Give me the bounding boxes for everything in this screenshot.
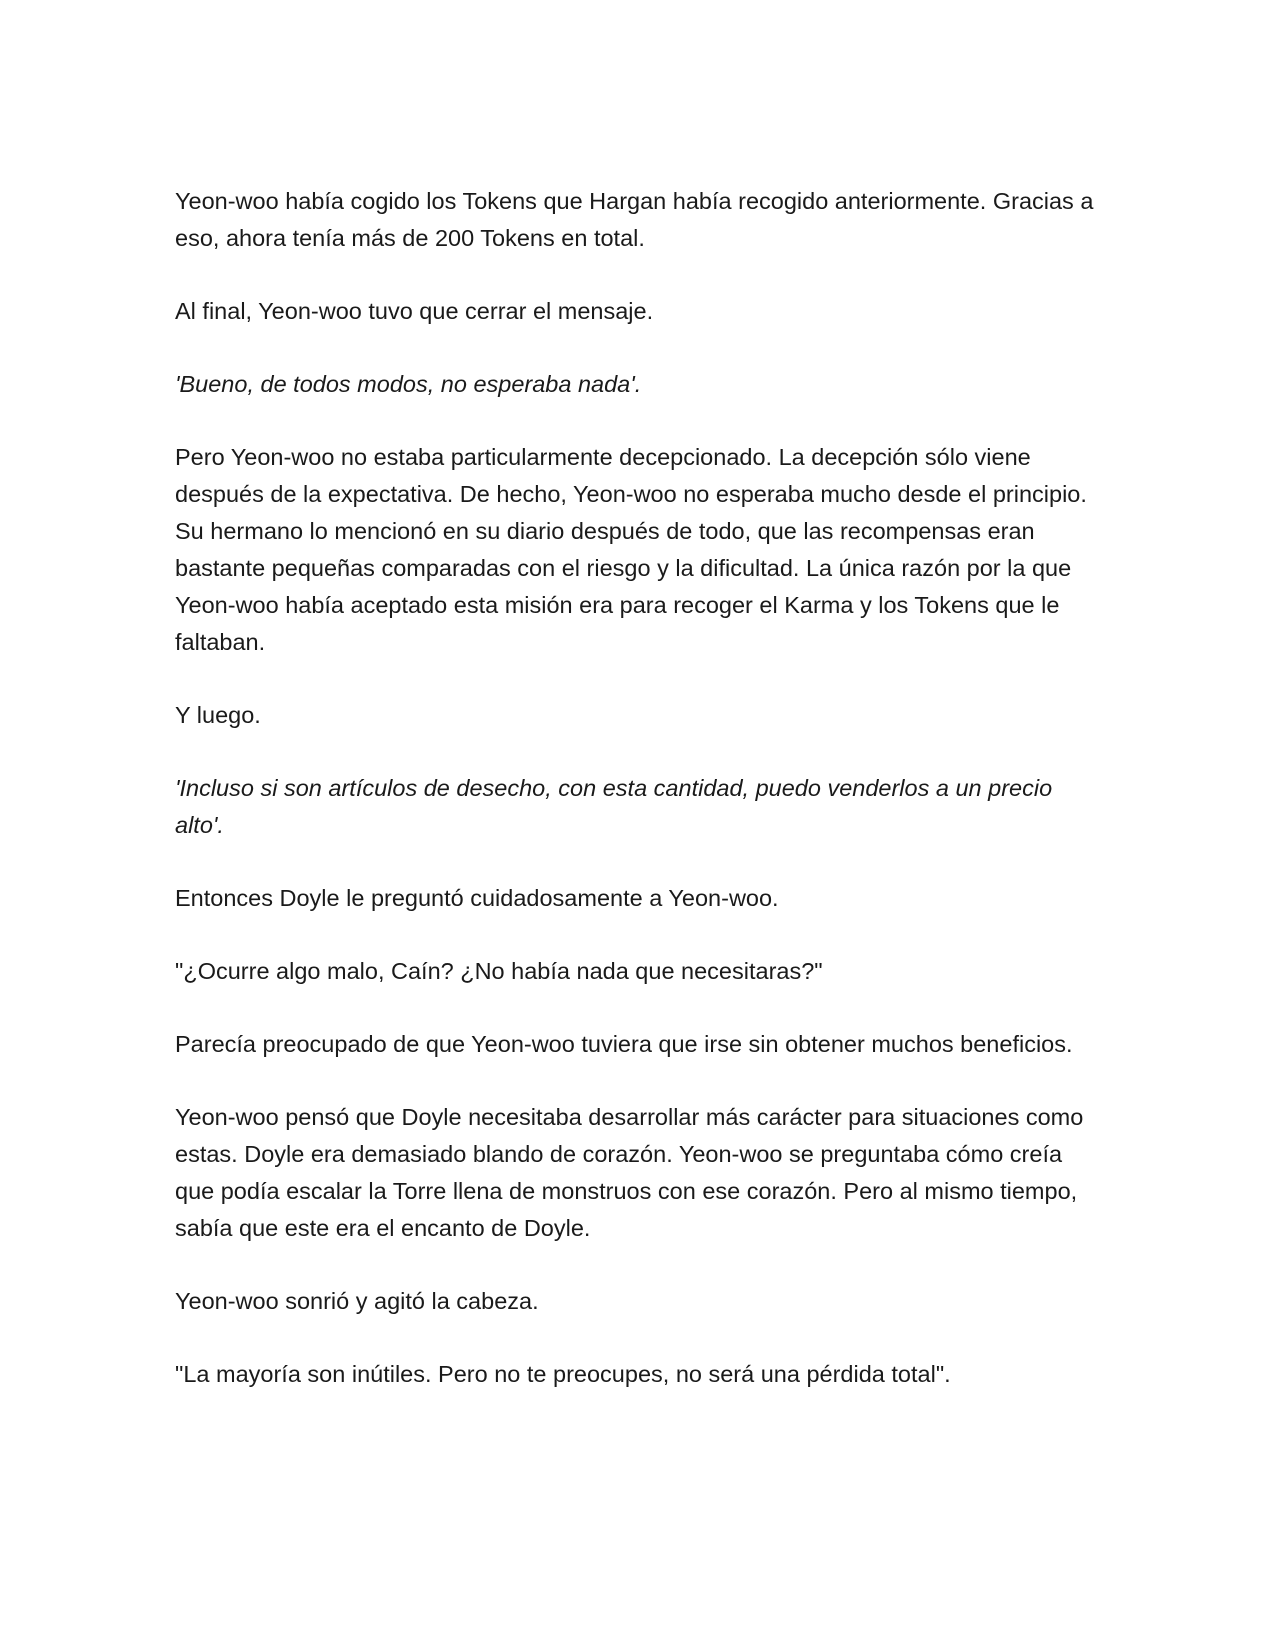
paragraph-6-thought: 'Incluso si son artículos de desecho, con esta cantidad, puedo venderlos a un precio alto'. xyxy=(175,775,1053,838)
paragraph-3-thought: 'Bueno, de todos modos, no esperaba nada'. xyxy=(175,371,642,397)
paragraph-8-dialogue: "¿Ocurre algo malo, Caín? ¿No había nada que necesitaras?" xyxy=(175,958,823,984)
paragraph-11: Yeon-woo sonrió y agitó la cabeza. xyxy=(175,1288,539,1314)
paragraph-7: Entonces Doyle le preguntó cuidadosamente a Yeon-woo. xyxy=(175,885,779,911)
document-body xyxy=(175,183,1095,1429)
paragraph-2: Al final, Yeon-woo tuvo que cerrar el mensaje. xyxy=(175,298,654,324)
paragraph-4: Pero Yeon-woo no estaba particularmente decepcionado. La decepción sólo viene después de la expectativa. De hecho, Yeon-woo no esperaba mucho desde el principio. Su hermano lo mencionó en su diario después de todo, que las recompensas eran bastante pequeñas comparadas con el riesgo y la dificultad. La única razón por la que Yeon-woo había aceptado esta misión era para recoger el Karma y los Tokens que le faltaban. xyxy=(175,444,1087,655)
paragraph-5: Y luego. xyxy=(175,702,261,728)
paragraph-12-dialogue: "La mayoría son inútiles. Pero no te preocupes, no será una pérdida total". xyxy=(175,1361,951,1387)
paragraph-10: Yeon-woo pensó que Doyle necesitaba desarrollar más carácter para situaciones como estas. Doyle era demasiado blando de corazón. Yeon-woo se preguntaba cómo creía que podía escalar la Torre llena de monstruos con ese corazón. Pero al mismo tiempo, sabía que este era el encanto de Doyle. xyxy=(175,1104,1084,1241)
paragraph-1: Yeon-woo había cogido los Tokens que Hargan había recogido anteriormente. Gracias a eso, ahora tenía más de 200 Tokens en total. xyxy=(175,188,1094,251)
paragraph-9: Parecía preocupado de que Yeon-woo tuviera que irse sin obtener muchos beneficios. xyxy=(175,1031,1073,1057)
